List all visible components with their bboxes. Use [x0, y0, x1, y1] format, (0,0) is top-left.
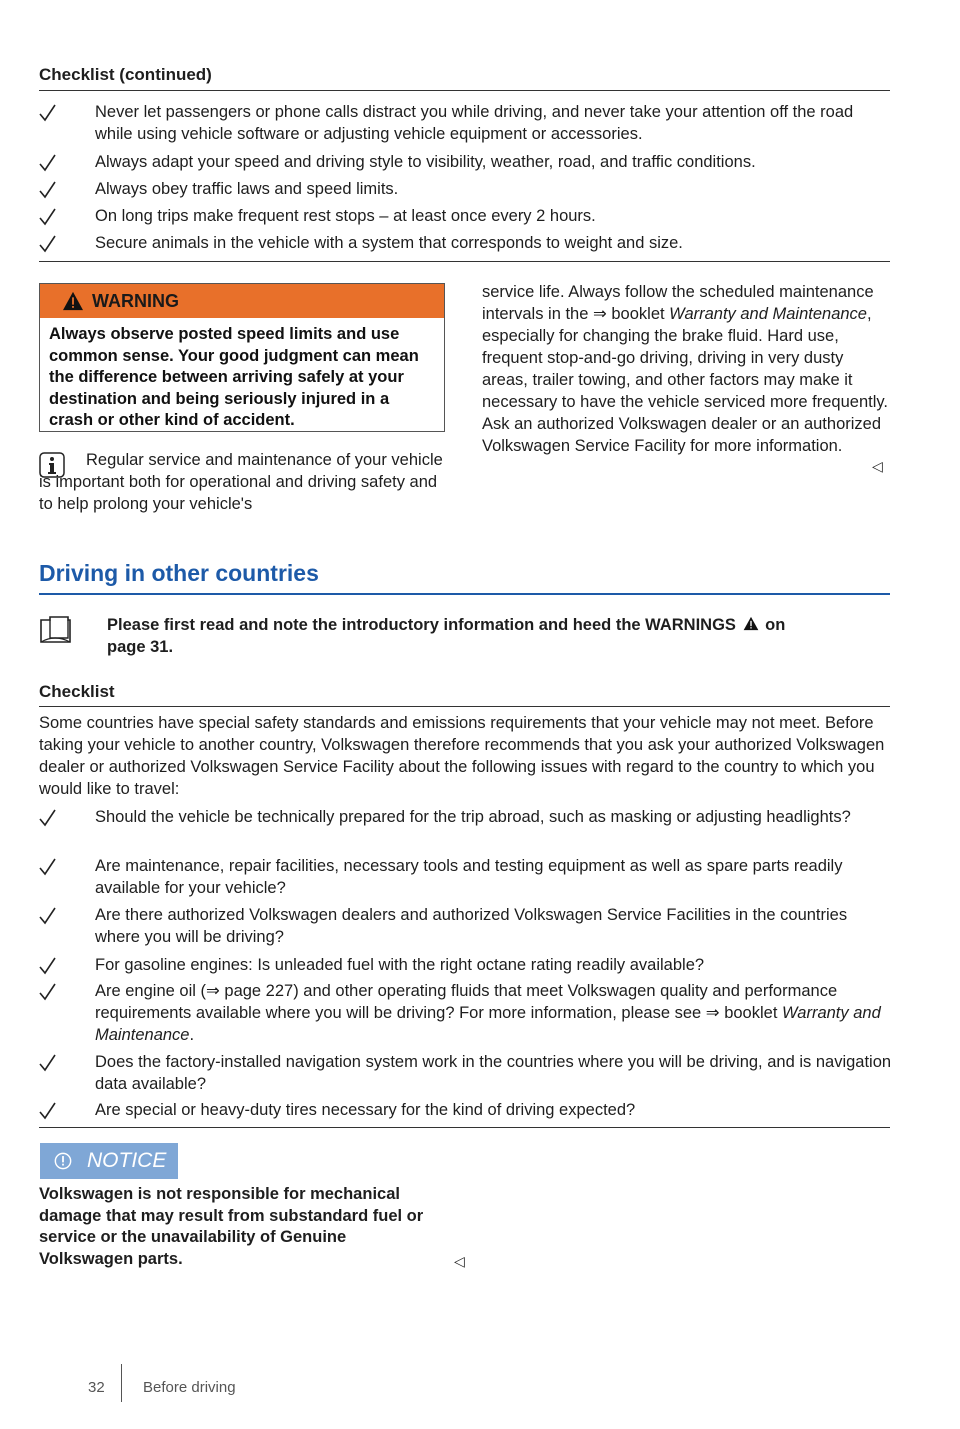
book-icon — [38, 616, 72, 644]
checklist-text: On long trips make frequent rest stops – at least once every 2 hours. — [95, 207, 596, 225]
checklist-continued-heading: Checklist (continued) — [39, 65, 212, 84]
end-marker: ◁ — [454, 1253, 465, 1269]
notice-label: NOTICE — [87, 1149, 167, 1172]
checklist-text: For gasoline engines: Is unleaded fuel with the right octane rating readily available? — [95, 956, 705, 974]
section-title: Driving in other countries — [39, 560, 319, 586]
notice-text: Volkswagen is not responsible for mechanical damage that may result from substandard fuel or service or the unavailability of Genuine Volkswagen parts. — [39, 1185, 424, 1268]
checkmark-icon — [38, 103, 58, 123]
list-item — [38, 101, 898, 147]
intro-text — [107, 614, 887, 658]
warning-header — [40, 284, 444, 318]
checkmark-icon — [38, 153, 58, 173]
divider — [39, 1127, 890, 1128]
checkmark-icon — [38, 982, 58, 1002]
checklist-text: Are there authorized Volkswagen dealers and authorized Volkswagen Service Facilities in the countries where you will be driving? — [95, 906, 848, 946]
checkmark-icon — [38, 956, 58, 976]
checkmark-icon — [38, 1053, 58, 1073]
info-note-text-right — [482, 281, 892, 457]
warranty-booklet-title: Warranty and Maintenance — [669, 305, 867, 323]
checkmark-icon — [38, 857, 58, 877]
divider — [39, 706, 890, 707]
checklist-text-main: Are engine oil (⇒ page 227) and other operating fluids that meet Volkswagen quality and performance requirements available where you will be driving? For more information, please see ⇒ booklet — [95, 982, 838, 1022]
info-note-text-right-b: , especially for changing the brake fluid. Hard use, frequent stop-and-go driving, driving in very dusty areas, trailer towing, and other factors may make it necessary to have the vehicle serviced more frequently. Ask an authorized Volkswagen dealer or an authorized Volkswagen Service Facility for more information. — [482, 305, 888, 455]
warning-triangle-icon — [743, 616, 759, 631]
checklist-text: Always adapt your speed and driving style to visibility, weather, road, and traffic conditions. — [95, 153, 756, 171]
checklist-text: Are maintenance, repair facilities, necessary tools and testing equipment as well as spare parts readily available for your vehicle? — [95, 857, 843, 897]
info-note-text-right-a: service life. Always follow the scheduled maintenance intervals in the ⇒ booklet — [482, 283, 874, 323]
footer-separator — [121, 1364, 122, 1402]
checklist-heading: Checklist — [39, 682, 115, 701]
checklist-text: Does the factory-installed navigation system work in the countries where you will be driving, and is navigation data available? — [95, 1053, 892, 1093]
end-marker: ◁ — [872, 458, 883, 474]
notice-tag — [40, 1143, 178, 1179]
checklist-text — [95, 980, 895, 1046]
checkmark-icon — [38, 207, 58, 227]
checklist-text: Should the vehicle be technically prepared for the trip abroad, such as masking or adjusting headlights? — [95, 808, 851, 826]
checklist-text: Always obey traffic laws and speed limits. — [95, 180, 399, 198]
section-divider — [39, 593, 890, 595]
checkmark-icon — [38, 234, 58, 254]
divider — [39, 261, 890, 262]
checkmark-icon — [38, 906, 58, 926]
warning-box — [39, 283, 445, 432]
checkmark-icon — [38, 808, 58, 828]
checklist-text: Never let passengers or phone calls distract you while driving, and never take your attention off the road while using vehicle software or adjusting vehicle equipment or accessories. — [95, 103, 854, 143]
checkmark-icon — [38, 1101, 58, 1121]
divider — [39, 90, 890, 91]
info-note-text-left: Regular service and maintenance of your vehicle is important both for operational and driving safety and to help prolong your vehicle's — [39, 451, 443, 513]
intro-page-ref: page 31. — [107, 638, 174, 656]
footer-section-name: Before driving — [143, 1379, 236, 1396]
warning-triangle-icon — [62, 291, 84, 311]
warning-label: WARNING — [92, 291, 179, 311]
notice-icon — [54, 1152, 72, 1170]
intro-main-text: Please first read and note the introductory information and heed the WARNINGS — [107, 616, 736, 634]
intro-on: on — [765, 616, 786, 634]
checklist-text-end: . — [189, 1026, 195, 1044]
page-number: 32 — [88, 1379, 105, 1396]
checklist-text: Are special or heavy-duty tires necessary for the kind of driving expected? — [95, 1101, 636, 1119]
warranty-booklet-title: Warranty and Maintenance — [95, 1004, 881, 1044]
warning-text: Always observe posted speed limits and use common sense. Your good judgment can mean the difference between arriving safely at your destination and being seriously injured in a crash or other kind of accident. — [49, 325, 419, 429]
checklist-text: Secure animals in the vehicle with a system that corresponds to weight and size. — [95, 234, 683, 252]
checkmark-icon — [38, 180, 58, 200]
checklist-paragraph: Some countries have special safety standards and emissions requirements that your vehicle may not meet. Before taking your vehicle to another country, Volkswagen therefore recommends that you ask your authorized Volkswagen dealer or authorized Volkswagen Service Facility about the following issues with regard to the country to which you would like to travel: — [39, 714, 885, 798]
